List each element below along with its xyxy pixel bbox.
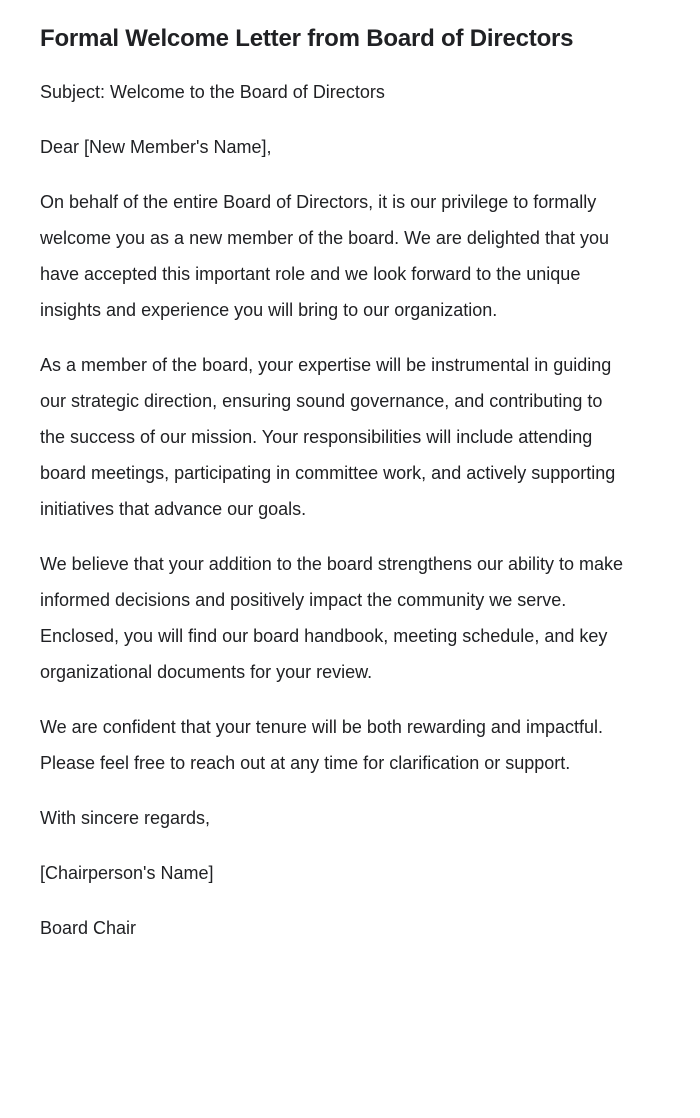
salutation: Dear [New Member's Name],: [40, 137, 272, 157]
paragraph-enclosures: We believe that your addition to the board strengthens our ability to make informed decisions and positively impact the community we serve. Enclosed, you will find our board handbook, meeting schedule, and key organizational documents for your review.: [40, 554, 624, 682]
letter-body: [40, 74, 628, 946]
signature-name: [Chairperson's Name]: [40, 863, 214, 883]
closing-salutation: With sincere regards,: [40, 808, 211, 828]
signature-title: Board Chair: [40, 918, 137, 938]
paragraph-opening: On behalf of the entire Board of Directors, it is our privilege to formally welcome you as a new member of the board. We are delighted that you have accepted this important role and we look forward to the unique insights and experience you will bring to our organization.: [40, 192, 609, 320]
paragraph-responsibilities: As a member of the board, your expertise will be instrumental in guiding our strategic direction, ensuring sound governance, and contributing to the success of our mission. Your responsibilities will include attending board meetings, participating in committee work, and actively supporting initiatives that advance our goals.: [40, 355, 616, 519]
paragraph-closing-confidence: We are confident that your tenure will be both rewarding and impactful. Please feel free to reach out at any time for clarification or support.: [40, 717, 603, 773]
page-title: Formal Welcome Letter from Board of Directors: [40, 25, 574, 52]
subject-line: Subject: Welcome to the Board of Directors: [40, 82, 385, 102]
